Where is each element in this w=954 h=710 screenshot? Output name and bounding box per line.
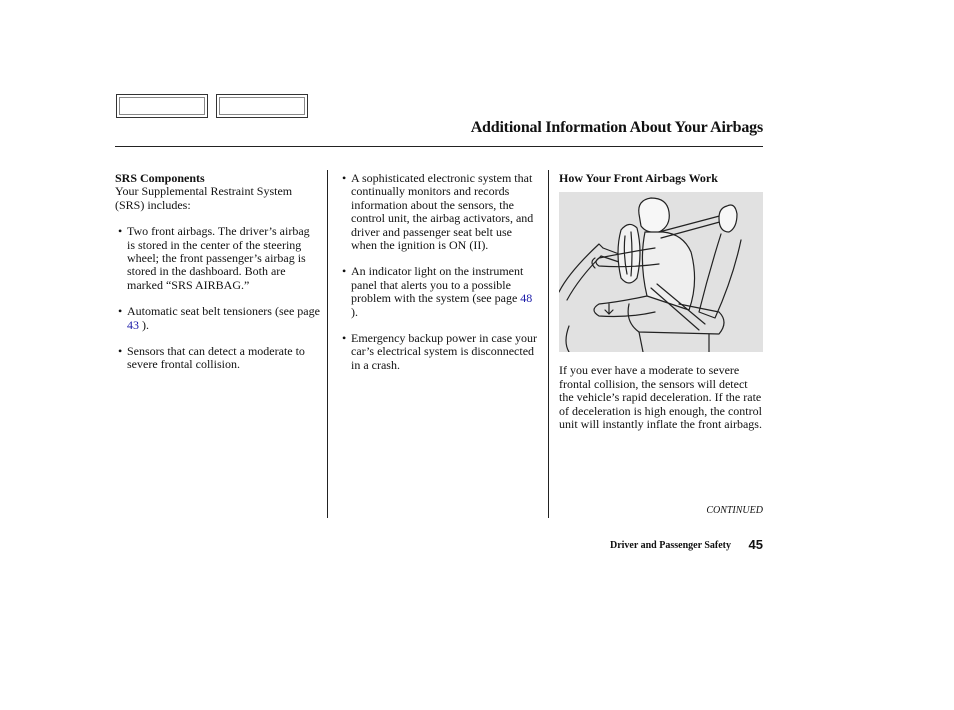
bullet: • xyxy=(342,171,347,185)
page-link-48[interactable]: 48 xyxy=(520,291,533,306)
page-number: 45 xyxy=(748,537,763,552)
list-item: • Emergency backup power in case your car’s electrical system is disconnected in a crash. xyxy=(342,331,538,372)
column-divider-1 xyxy=(327,170,328,518)
column-srs-components-continued xyxy=(339,172,539,372)
list-item: • A sophisticated electronic system that continually monitors and records information about the sensors, the control unit, the airbag activators, and driver and passenger seat belt use when the ignition is ON (II). xyxy=(342,171,534,253)
srs-intro-text: Your Supplemental Restraint System (SRS) includes: xyxy=(115,184,293,212)
next-page-button[interactable] xyxy=(216,94,308,118)
page-title: Additional Information About Your Airbags xyxy=(470,119,763,136)
title-divider xyxy=(115,146,763,147)
bullet: • xyxy=(118,304,123,319)
bullet: • xyxy=(118,224,123,239)
how-airbags-work-heading: How Your Front Airbags Work xyxy=(559,171,718,185)
bullet: • xyxy=(342,264,347,279)
section-label: Driver and Passenger Safety xyxy=(609,540,731,551)
previous-page-button[interactable] xyxy=(116,94,208,118)
column-srs-components xyxy=(115,172,320,372)
list-item: • Two front airbags. The driver’s airbag is stored in the center of the steering wheel; the front passenger’s airbag is stored in the dashboard. Both are marked “SRS AIRBAG.” xyxy=(118,224,310,292)
airbag-deployment-illustration-icon xyxy=(559,192,763,352)
bullet: • xyxy=(118,344,123,359)
column-divider-2 xyxy=(548,170,549,518)
bullet: • xyxy=(342,331,347,346)
srs-components-list xyxy=(115,225,320,372)
srs-components-heading: SRS Components xyxy=(115,171,205,185)
how-airbags-work-text: If you ever have a moderate to severe frontal collision, the sensors will detect the vehicle’s rapid deceleration. If the rate of deceleration is high enough, the control unit will instantly inflate the front airbags. xyxy=(559,363,762,432)
srs-components-list-continued xyxy=(339,172,539,372)
continued-label: CONTINUED xyxy=(706,505,763,516)
list-item: • Sensors that can detect a moderate to severe frontal collision. xyxy=(118,344,305,372)
list-item: • An indicator light on the instrument panel that alerts you to a possible problem with the system (see page 48 ). xyxy=(342,264,533,319)
list-item: • Automatic seat belt tensioners (see page 43 ). xyxy=(118,304,320,332)
page-link-43[interactable]: 43 xyxy=(127,317,139,332)
